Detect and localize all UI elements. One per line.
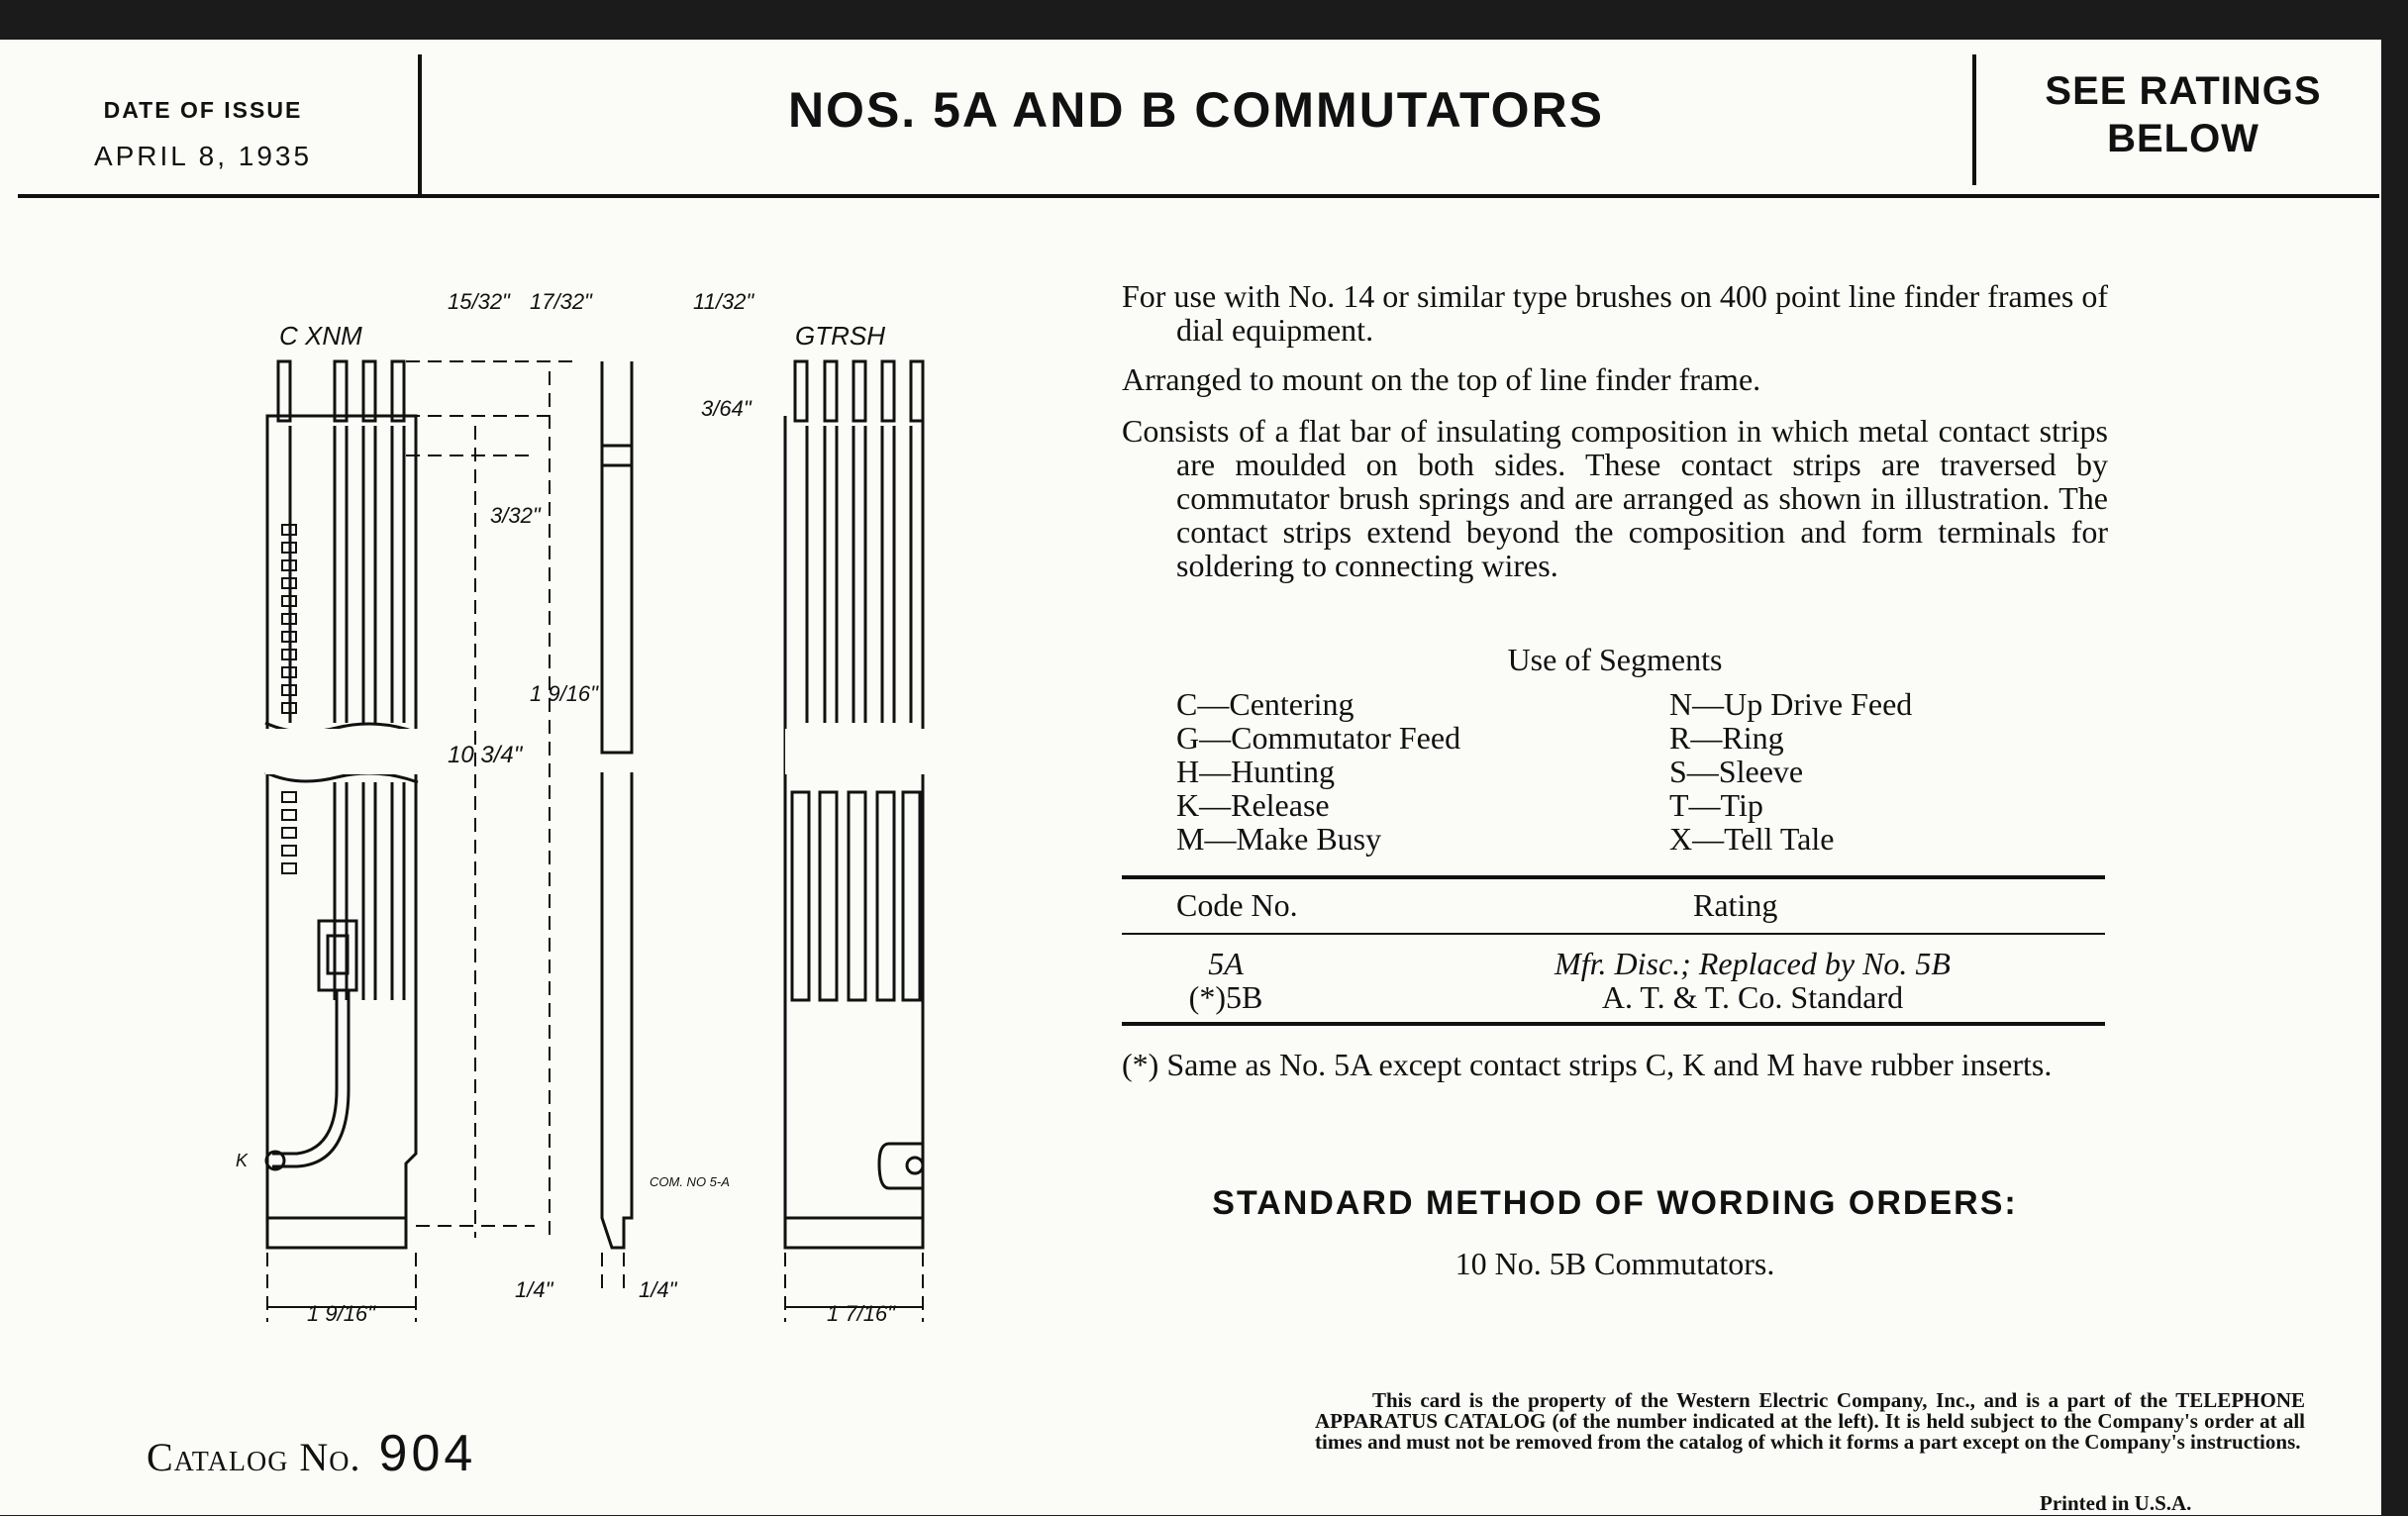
commutator-drawing bbox=[0, 0, 1089, 1386]
desc-paragraph-3: Consists of a flat bar of insulating composition in which metal contact strips are moulded on both sides. These contact strips are traversed by commutator brush springs and are arranged as shown in illustration. The contact strips extend beyond the composition and form terminals for soldering to connecting wires. bbox=[1122, 413, 2108, 583]
segment-item: H—Hunting bbox=[1176, 754, 1335, 789]
table-row-code: 5A bbox=[1208, 946, 1244, 981]
table-row-rating: Mfr. Disc.; Replaced by No. 5B bbox=[1555, 946, 1951, 981]
date-of-issue-caption: DATE OF ISSUE bbox=[103, 97, 303, 123]
dim-3-64: 3/64" bbox=[701, 396, 752, 421]
segment-item: G—Commutator Feed bbox=[1176, 720, 1461, 756]
segments-title: Use of Segments bbox=[1507, 642, 1723, 677]
page-title: NOS. 5A AND B COMMUTATORS bbox=[787, 82, 1605, 138]
catalog-number bbox=[147, 1424, 476, 1483]
com-no-label: COM. NO 5-A bbox=[650, 1174, 730, 1189]
header-divider-right bbox=[1972, 54, 1976, 185]
segments-left-column bbox=[1176, 687, 1460, 856]
segment-item: M—Make Busy bbox=[1176, 821, 1382, 857]
table-top-rule bbox=[1122, 875, 2105, 879]
segment-item: R—Ring bbox=[1669, 720, 1784, 756]
table-header-rule bbox=[1122, 933, 2105, 935]
dim-11-32: 11/32" bbox=[693, 289, 754, 314]
segment-item: K—Release bbox=[1176, 787, 1330, 823]
dim-1-7-16: 1 7/16" bbox=[827, 1301, 895, 1326]
desc-paragraph-2: Arranged to mount on the top of line finder frame. bbox=[1122, 361, 1761, 397]
footnote-marker: (*) bbox=[1122, 1047, 1159, 1082]
dim-3-32: 3/32" bbox=[490, 503, 541, 528]
ordering-example: 10 No. 5B Commutators. bbox=[1455, 1246, 1775, 1281]
see-ratings-line2: BELOW bbox=[2107, 117, 2259, 160]
see-ratings-line1: SEE RATINGS bbox=[2045, 69, 2322, 113]
left-segment-letters: C XNM bbox=[279, 321, 362, 351]
dim-1-9-16-bottom: 1 9/16" bbox=[307, 1301, 375, 1326]
dim-15-32: 15/32" bbox=[448, 289, 510, 314]
segment-item: N—Up Drive Feed bbox=[1669, 686, 1913, 722]
dim-1-4-a: 1/4" bbox=[515, 1277, 553, 1302]
segments-right-column bbox=[1669, 687, 1912, 856]
ownership-notice: This card is the property of the Western Electric Company, Inc., and is a part of the TELEPHONE APPARATUS CATALOG (of the number indicated at the left). It is held subject to the Company's order at all times and must not be removed from the catalog of which it forms a part except on the Company's instructions. bbox=[1315, 1388, 2305, 1454]
footnote bbox=[1122, 1048, 2108, 1081]
segment-item: S—Sleeve bbox=[1669, 754, 1804, 789]
code-no-header: Code No. bbox=[1176, 887, 1298, 923]
rating-header: Rating bbox=[1693, 887, 1778, 923]
printed-in-usa: Printed in U.S.A. bbox=[2040, 1491, 2192, 1515]
dim-17-32: 17/32" bbox=[530, 289, 592, 314]
catalog-label: Catalog No. bbox=[147, 1435, 361, 1479]
side-view-outline bbox=[602, 361, 632, 753]
dim-10-3-4: 10 3/4" bbox=[448, 742, 523, 768]
footnote-text: Same as No. 5A except contact strips C, K and M have rubber inserts. bbox=[1166, 1047, 2053, 1082]
segment-item: T—Tip bbox=[1669, 787, 1763, 823]
right-segment-letters: GTRSH bbox=[795, 321, 885, 351]
date-of-issue-value: APRIL 8, 1935 bbox=[93, 141, 313, 171]
catalog-number-value: 904 bbox=[378, 1425, 477, 1482]
see-ratings-note bbox=[1980, 67, 2386, 162]
segment-item: X—Tell Tale bbox=[1669, 821, 1835, 857]
dim-1-4-b: 1/4" bbox=[639, 1277, 677, 1302]
table-row-code: (*)5B bbox=[1188, 979, 1263, 1015]
desc-paragraph-1: For use with No. 14 or similar type brushes on 400 point line finder frames of dial equipment. bbox=[1122, 278, 2108, 348]
dim-1-9-16-side: 1 9/16" bbox=[530, 681, 598, 706]
table-bottom-rule bbox=[1122, 1022, 2105, 1026]
k-label: K bbox=[236, 1151, 249, 1170]
table-row-rating: A. T. & T. Co. Standard bbox=[1601, 979, 1904, 1015]
ordering-heading: STANDARD METHOD OF WORDING ORDERS: bbox=[1212, 1184, 2018, 1222]
scan-border bbox=[2381, 0, 2408, 1515]
segment-item: C—Centering bbox=[1176, 686, 1354, 722]
